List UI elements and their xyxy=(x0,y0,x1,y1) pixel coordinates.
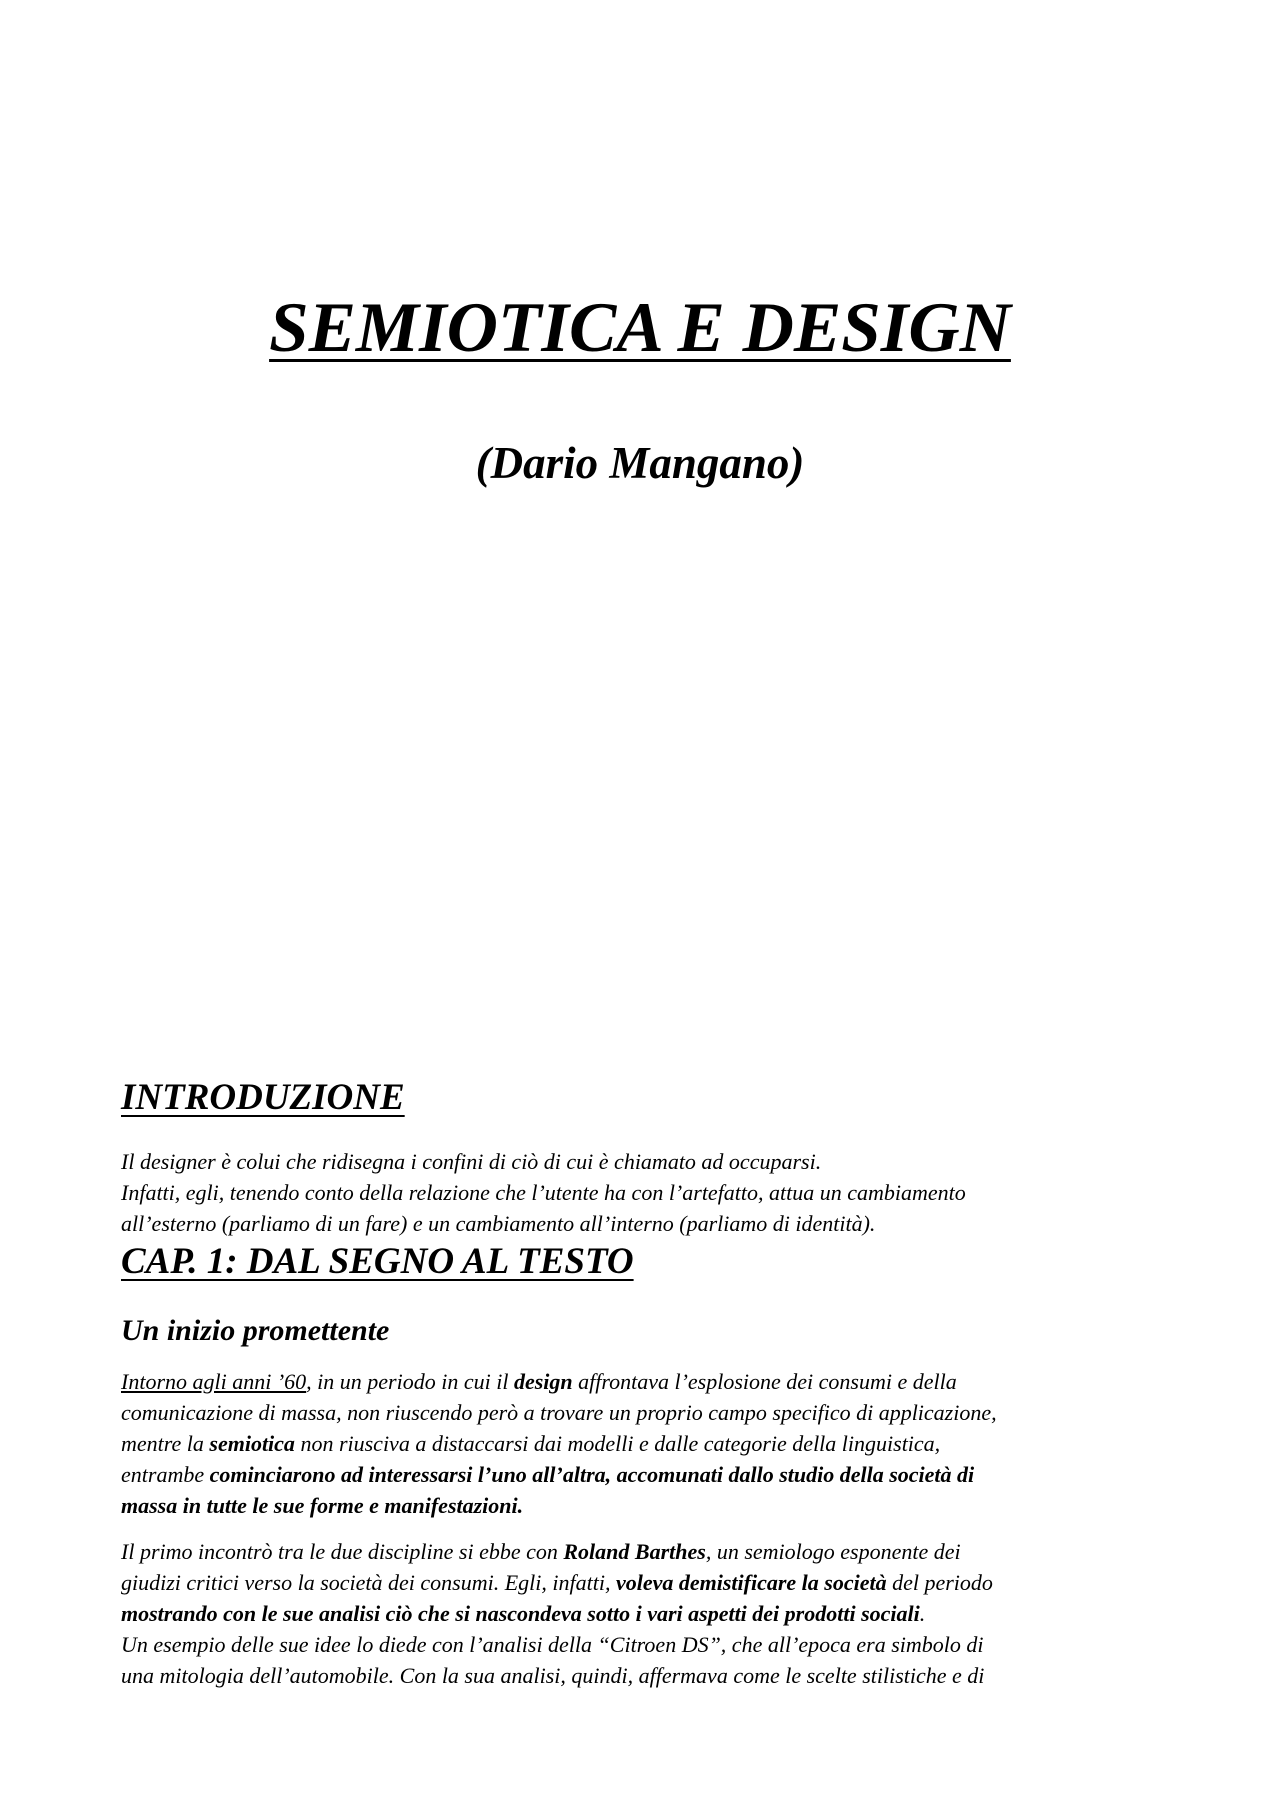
paragraph-line: mostrando con le sue analisi ciò che si nascondeva sotto i vari aspetti dei prodotti sociali. xyxy=(121,1601,926,1626)
paragraph-line: entrambe cominciarono ad interessarsi l’uno all’altra, accomunati dallo studio della società di xyxy=(121,1462,975,1487)
bold-phrase: cominciarono ad interessarsi l’uno all’altra, accomunati dallo studio della società di xyxy=(209,1462,975,1487)
bold-phrase: voleva demistificare la società xyxy=(615,1570,887,1595)
paragraph-1 xyxy=(121,1366,1171,1521)
bold-phrase: massa in tutte le sue forme e manifestazioni. xyxy=(121,1493,524,1518)
paragraph-line xyxy=(121,1490,1171,1521)
paragraph-2 xyxy=(121,1536,1171,1691)
paragraph-line: giudizi critici verso la società dei consumi. Egli, infatti, voleva demistificare la società del periodo xyxy=(121,1570,993,1595)
bold-phrase: mostrando con le sue analisi ciò che si nascondeva sotto i vari aspetti dei prodotti sociali xyxy=(121,1601,920,1626)
bold-term: Roland Barthes xyxy=(563,1539,706,1564)
intro-paragraph xyxy=(121,1146,1171,1239)
bold-term: semiotica xyxy=(209,1431,295,1456)
underlined-text: Intorno agli anni ’60 xyxy=(121,1369,307,1394)
paragraph-line: comunicazione di massa, non riuscendo però a trovare un proprio campo specifico di applicazione, xyxy=(121,1400,997,1425)
paragraph-line: Intorno agli anni ’60, in un periodo in cui il design affrontava l’esplosione dei consumi e della xyxy=(121,1369,957,1394)
paragraph-line: una mitologia dell’automobile. Con la sua analisi, quindi, affermava come le scelte stilistiche e di xyxy=(121,1663,985,1688)
paragraph-line: Il primo incontrò tra le due discipline si ebbe con Roland Barthes, un semiologo esponente dei xyxy=(121,1539,961,1564)
paragraph-line: mentre la semiotica non riusciva a distaccarsi dai modelli e dalle categorie della linguistica, xyxy=(121,1431,941,1456)
paragraph-line: Un esempio delle sue idee lo diede con l’analisi della “Citroen DS”, che all’epoca era simbolo di xyxy=(121,1632,984,1657)
bold-term: design xyxy=(513,1369,573,1394)
intro-heading: INTRODUZIONE xyxy=(121,1077,405,1118)
document-author: (Dario Mangano) xyxy=(475,438,805,488)
chapter-heading: CAP. 1: DAL SEGNO AL TESTO xyxy=(121,1241,634,1282)
section-title: Un inizio promettente xyxy=(121,1314,390,1347)
intro-line: Infatti, egli, tenendo conto della relazione che l’utente ha con l’artefatto, attua un cambiamento xyxy=(121,1180,966,1205)
intro-line: Il designer è colui che ridisegna i confini di ciò di cui è chiamato ad occuparsi. xyxy=(121,1149,822,1174)
document-title: SEMIOTICA E DESIGN xyxy=(269,289,1011,367)
intro-line: all’esterno (parliamo di un fare) e un cambiamento all’interno (parliamo di identità). xyxy=(121,1211,876,1236)
